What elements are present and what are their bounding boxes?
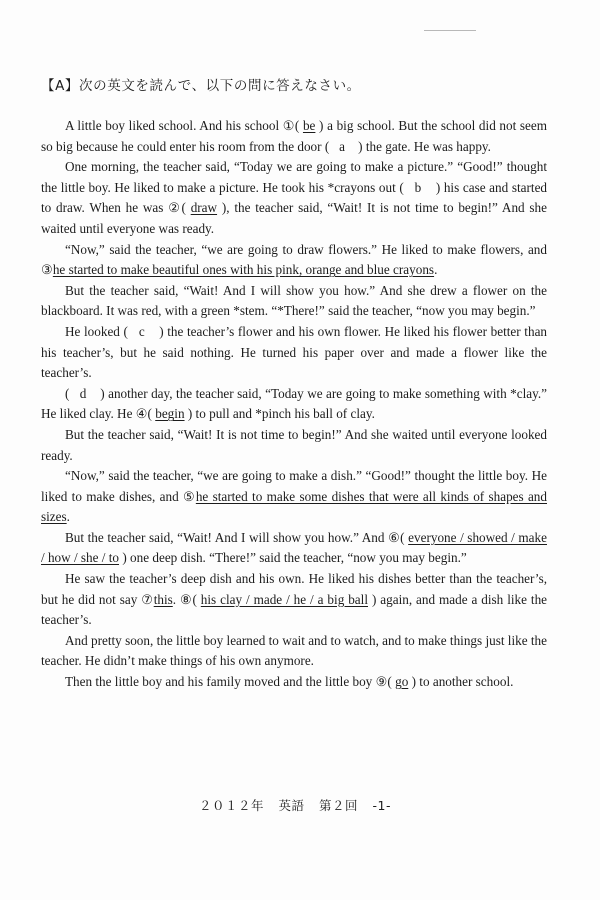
- text: “Now,” said the teacher, “we are going to make a dish.” “Good!” thought the little boy. He liked to make dishes, and: [41, 468, 547, 504]
- paren: ): [371, 591, 377, 607]
- question-number-7: ⑦: [141, 591, 154, 607]
- text: (: [65, 385, 70, 401]
- question-word-4: begin: [155, 406, 185, 422]
- paragraph-4: But the teacher said, “Wait! And I will show you how.” And she drew a flower on the blackboard. It was red, with a green *stem. “*There!” said the teacher, “now you may begin.”: [41, 282, 547, 319]
- footer-year: ２０１２年: [199, 798, 265, 813]
- paragraph-3: [41, 240, 547, 281]
- text: ) his case and started to draw. When he was: [41, 179, 548, 216]
- question-word-2: draw: [190, 200, 218, 216]
- paragraph-8: [41, 466, 547, 528]
- paren: ): [122, 550, 127, 566]
- page-footer: [199, 796, 401, 814]
- question-number-4: ④(: [135, 406, 152, 422]
- question-number-1: ①(: [282, 118, 300, 133]
- underlined-passage-3: he started to make beautiful ones with his pink, orange and blue crayons: [52, 262, 435, 278]
- paragraph-2: [41, 157, 547, 239]
- question-number-5: ⑤: [183, 488, 196, 504]
- paren: ),: [221, 200, 230, 216]
- blank-b: b: [414, 179, 422, 195]
- text: to another school.: [415, 674, 514, 690]
- text: But the teacher said, “Wait! And I will show you how.” And: [65, 529, 389, 545]
- question-word-9: go: [395, 674, 409, 690]
- text: to pull and *pinch his ball of clay.: [192, 406, 375, 422]
- text: a big school. But the school did not seem so big because he could enter his room from the door (: [41, 118, 548, 154]
- paren: ): [319, 118, 324, 133]
- text: again, and made a dish like the teacher’s.: [41, 591, 548, 628]
- blank-a: a: [339, 138, 345, 154]
- text: Then the little boy and his family moved and the little boy: [65, 674, 376, 690]
- paragraph-7: But the teacher said, “Wait! It is not time to begin!” And she waited until everyone looked ready.: [41, 426, 547, 463]
- text: “Now,” said the teacher, “we are going to draw flowers.” He liked to make flowers, and: [65, 241, 547, 257]
- scan-mark: [424, 30, 476, 31]
- paren: ): [411, 674, 416, 690]
- text: ) another day, the teacher said, “Today we are going to make something with *clay.” He liked clay. He: [41, 385, 548, 422]
- reorder-words-6: everyone / showed / make / how / she / to: [41, 529, 547, 566]
- question-number-8: ⑧(: [180, 591, 197, 607]
- text: A little boy liked school. And his school: [65, 118, 283, 133]
- paragraph-11: And pretty soon, the little boy learned to wait and to watch, and to make things just like the teacher. He didn’t make things of his own anymore.: [41, 632, 547, 669]
- underlined-word-7: this: [153, 591, 173, 607]
- section-heading: 【A】次の英文を読んで、以下の問に答えなさい。: [41, 78, 361, 94]
- paragraph-5: [41, 322, 547, 384]
- text: .: [434, 262, 438, 278]
- reorder-words-8: his clay / made / he / a big ball: [200, 591, 368, 607]
- footer-page-number: -1-: [372, 798, 391, 813]
- blank-d: d: [79, 385, 87, 401]
- paragraph-9: [41, 528, 547, 569]
- text: He saw the teacher’s deep dish and his own. He liked his dishes better than the teacher’s, but he did not say: [41, 571, 547, 607]
- paragraph-6: [41, 384, 547, 425]
- text: one deep dish. “There!” said the teacher, “now you may begin.”: [126, 550, 467, 566]
- underlined-passage-5: he started to make some dishes that were all kinds of shapes and sizes: [41, 488, 547, 525]
- text: .: [66, 509, 70, 525]
- text: He looked (: [65, 323, 128, 339]
- passage: [41, 116, 547, 693]
- paragraph-1: [41, 116, 547, 157]
- text: ) the gate. He was happy.: [358, 138, 491, 154]
- question-number-2: ②(: [168, 200, 186, 216]
- blank-c: c: [138, 323, 145, 339]
- footer-round: 第２回: [319, 798, 359, 813]
- footer-subject: 英語: [278, 798, 305, 813]
- question-word-1: be: [302, 118, 316, 133]
- text: .: [172, 591, 180, 607]
- text: One morning, the teacher said, “Today we are going to make a picture.” “Good!” thought the little boy. He liked to make a picture. He took his *crayons out (: [41, 159, 547, 195]
- question-number-3: ③: [41, 262, 53, 278]
- text: ) the teacher’s flower and his own flower. He liked his flower better than his teacher’s, but he said nothing. He turned his paper over and made a flower like the teacher’s.: [41, 323, 548, 381]
- question-number-6: ⑥(: [388, 529, 405, 545]
- paren: ): [187, 406, 193, 422]
- question-number-9: ⑨(: [375, 674, 392, 690]
- paragraph-12: [41, 672, 547, 693]
- text: the teacher said, “Wait! It is not time to begin!” And she waited until everyone was ready.: [41, 200, 548, 236]
- paragraph-10: [41, 569, 547, 631]
